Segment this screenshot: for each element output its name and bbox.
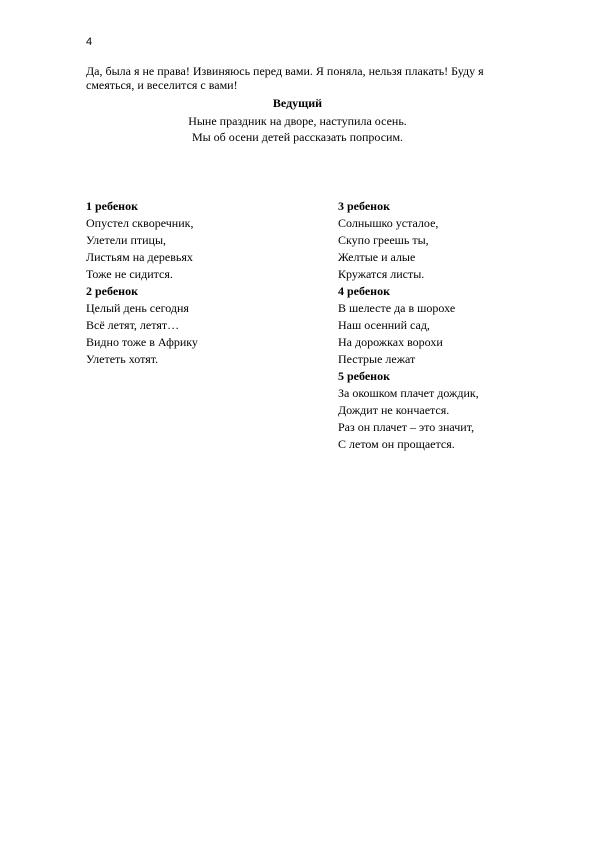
- poem-line: Видно тоже в Африку: [86, 335, 198, 349]
- poem-line: Улететь хотят.: [86, 352, 159, 366]
- child-label: 1 ребенок: [86, 199, 138, 213]
- poem-line: Желтые и алые: [338, 250, 416, 264]
- speaker-heading: Ведущий: [272, 96, 323, 110]
- page-number: 4: [86, 36, 93, 48]
- poem-line: Целый день сегодня: [86, 301, 189, 315]
- right-column: [338, 198, 568, 453]
- poem-line: Пестрые лежат: [338, 352, 416, 366]
- speaker-line: Мы об осени детей рассказать попросим.: [191, 130, 404, 144]
- poem-line: Улетели птицы,: [86, 233, 167, 247]
- poem-line: Дождит не кончается.: [338, 403, 450, 417]
- poem-line: Листьям на деревьях: [86, 250, 193, 264]
- left-column: [86, 198, 316, 368]
- speaker-line: Ныне праздник на дворе, наступила осень.: [188, 114, 407, 128]
- child-label: 4 ребенок: [338, 284, 390, 298]
- poem-line: На дорожках ворохи: [338, 335, 443, 349]
- poem-line: Опустел скворечник,: [86, 216, 194, 230]
- poem-line: С летом он прощается.: [338, 437, 455, 451]
- poem-line: В шелесте да в шорохе: [338, 301, 456, 315]
- poem-line: Раз он плачет – это значит,: [338, 420, 475, 434]
- child-label: 3 ребенок: [338, 199, 390, 213]
- child-label: 5 ребенок: [338, 369, 390, 383]
- child-label: 2 ребенок: [86, 284, 138, 298]
- poem-line: Наш осенний сад,: [338, 318, 430, 332]
- poem-line: Тоже не сидится.: [86, 267, 173, 281]
- poem-line: Всё летят, летят…: [86, 318, 180, 332]
- poem-line: Солнышко усталое,: [338, 216, 439, 230]
- poem-line: За окошком плачет дождик,: [338, 386, 479, 400]
- intro-paragraph: Да, была я не права! Извиняюсь перед вами. Я поняла, нельзя плакать! Буду я смеяться, и веселится с вами!: [86, 64, 484, 92]
- poem-line: Скупо греешь ты,: [338, 233, 429, 247]
- poem-line: Кружатся листы.: [338, 267, 425, 281]
- speaker-lines: [0, 113, 595, 145]
